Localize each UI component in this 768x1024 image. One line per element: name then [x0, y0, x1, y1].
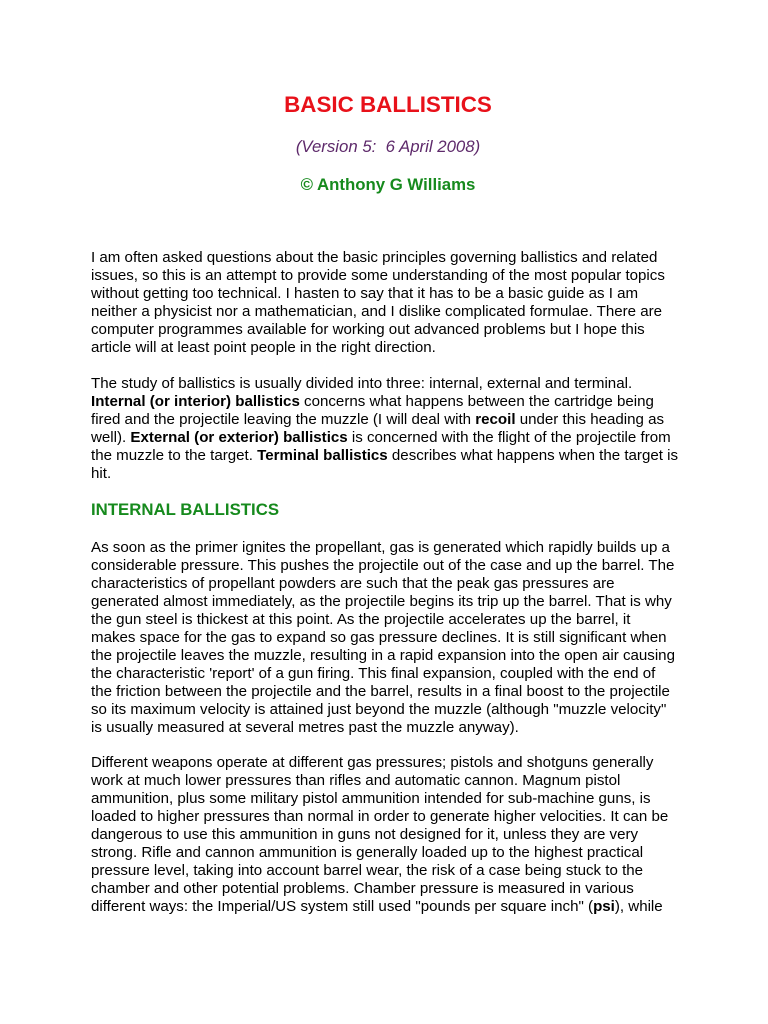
text-line: [91, 790, 691, 808]
text-line: [91, 629, 691, 647]
text-run: under this heading as: [515, 411, 665, 428]
text-run: well).: [91, 429, 131, 446]
section-paragraph: [91, 539, 691, 737]
text-line: [91, 701, 691, 719]
text-run: I am often asked questions about the basic principles governing ballistics and related: [91, 249, 658, 266]
text-run: The study of ballistics is usually divided into three: internal, external and terminal.: [91, 375, 633, 392]
text-line: [91, 285, 691, 303]
text-line: [91, 339, 691, 357]
text-run: so its maximum velocity is attained just beyond the muzzle (although "muzzle velocity": [91, 701, 667, 718]
text-line: [91, 411, 691, 429]
intro-paragraph: [91, 249, 691, 357]
text-run: strong. Rifle and cannon ammunition is generally loaded up to the highest practical: [91, 844, 644, 861]
text-line: [91, 267, 691, 285]
text-run: loaded to higher pressures than normal in order to generate higher velocities. It can be: [91, 808, 669, 825]
section-paragraph: [91, 754, 691, 916]
text-line: [91, 593, 691, 611]
author-line: © Anthony G Williams: [300, 175, 476, 194]
bold-term: Terminal ballistics: [257, 447, 388, 464]
text-line: [91, 808, 691, 826]
text-run: article will at least point people in the right direction.: [91, 339, 436, 356]
text-line: [91, 844, 691, 862]
text-run: is usually measured at several metres past the muzzle anyway).: [91, 719, 519, 736]
text-run: issues, so this is an attempt to provide some understanding of the most popular topics: [91, 267, 665, 284]
text-run: hit.: [91, 465, 112, 482]
text-run: As soon as the primer ignites the propellant, gas is generated which rapidly builds up a: [91, 539, 670, 556]
text-line: [91, 303, 691, 321]
text-run: characteristics of propellant powders are such that the peak gas pressures are: [91, 575, 615, 592]
bold-term: psi: [593, 898, 615, 915]
text-line: [91, 665, 691, 683]
text-line: [91, 539, 691, 557]
text-run: without getting too technical. I hasten to say that it has to be a basic guide as I am: [91, 285, 639, 302]
text-run: computer programmes available for working out advanced problems but I hope this: [91, 321, 645, 338]
text-line: [91, 647, 691, 665]
text-line: [91, 611, 691, 629]
text-run: the muzzle to the target.: [91, 447, 258, 464]
bold-term: External (or exterior) ballistics: [130, 429, 348, 446]
text-line: [91, 249, 691, 267]
text-line: [91, 880, 691, 898]
text-line: [91, 754, 691, 772]
text-run: ammunition, plus some military pistol ammunition intended for sub-machine guns, is: [91, 790, 651, 807]
text-run: pressure level, taking into account barrel wear, the risk of a case being stuck to the: [91, 862, 644, 879]
text-run: dangerous to use this ammunition in guns not designed for it, unless they are very: [91, 826, 639, 843]
text-line: [91, 375, 691, 393]
text-run: the gun steel is thickest at this point. As the projectile accelerates up the barrel, it: [91, 611, 631, 628]
text-line: [91, 465, 691, 483]
text-run: concerns what happens between the cartridge being: [299, 393, 654, 410]
text-run: Different weapons operate at different gas pressures; pistols and shotguns generally: [91, 754, 654, 771]
text-line: [91, 575, 691, 593]
text-line: [91, 719, 691, 737]
text-run: the projectile leaves the muzzle, resulting in a rapid expansion into the open air causing: [91, 647, 675, 664]
document-title: BASIC BALLISTICS: [284, 92, 492, 117]
text-run: work at much lower pressures than rifles and automatic cannon. Magnum pistol: [91, 772, 621, 789]
bold-term: recoil: [475, 411, 516, 428]
text-run: the characteristic 'report' of a gun firing. This final expansion, coupled with the end of: [91, 665, 656, 682]
intro-paragraph: [91, 375, 691, 483]
text-run: considerable pressure. This pushes the projectile out of the case and up the barrel. The: [91, 557, 675, 574]
text-run: ), while: [614, 898, 663, 915]
text-line: [91, 557, 691, 575]
text-line: [91, 772, 691, 790]
text-line: [91, 321, 691, 339]
text-line: [91, 393, 691, 411]
text-run: fired and the projectile leaving the muzzle (I will deal with: [91, 411, 476, 428]
text-line: [91, 429, 691, 447]
bold-term: Internal (or interior) ballistics: [91, 393, 300, 410]
text-run: chamber and other potential problems. Chamber pressure is measured in various: [91, 880, 634, 897]
text-run: the friction between the projectile and the barrel, results in a final boost to the projectile: [91, 683, 670, 700]
text-line: [91, 898, 691, 916]
text-run: is concerned with the flight of the projectile from: [347, 429, 671, 446]
text-run: describes what happens when the target is: [387, 447, 679, 464]
text-line: [91, 826, 691, 844]
version-line: (Version 5: 6 April 2008): [295, 137, 481, 156]
text-run: makes space for the gas to expand so gas pressure declines. It is still significant when: [91, 629, 667, 646]
text-line: [91, 862, 691, 880]
section-heading: INTERNAL BALLISTICS: [91, 500, 280, 519]
text-run: neither a physicist nor a mathematician, and I dislike complicated formulae. There are: [91, 303, 663, 320]
text-line: [91, 447, 691, 465]
text-line: [91, 683, 691, 701]
text-run: different ways: the Imperial/US system still used "pounds per square inch" (: [91, 898, 594, 915]
text-run: generated almost immediately, as the projectile begins its trip up the barrel. That is why: [91, 593, 672, 610]
